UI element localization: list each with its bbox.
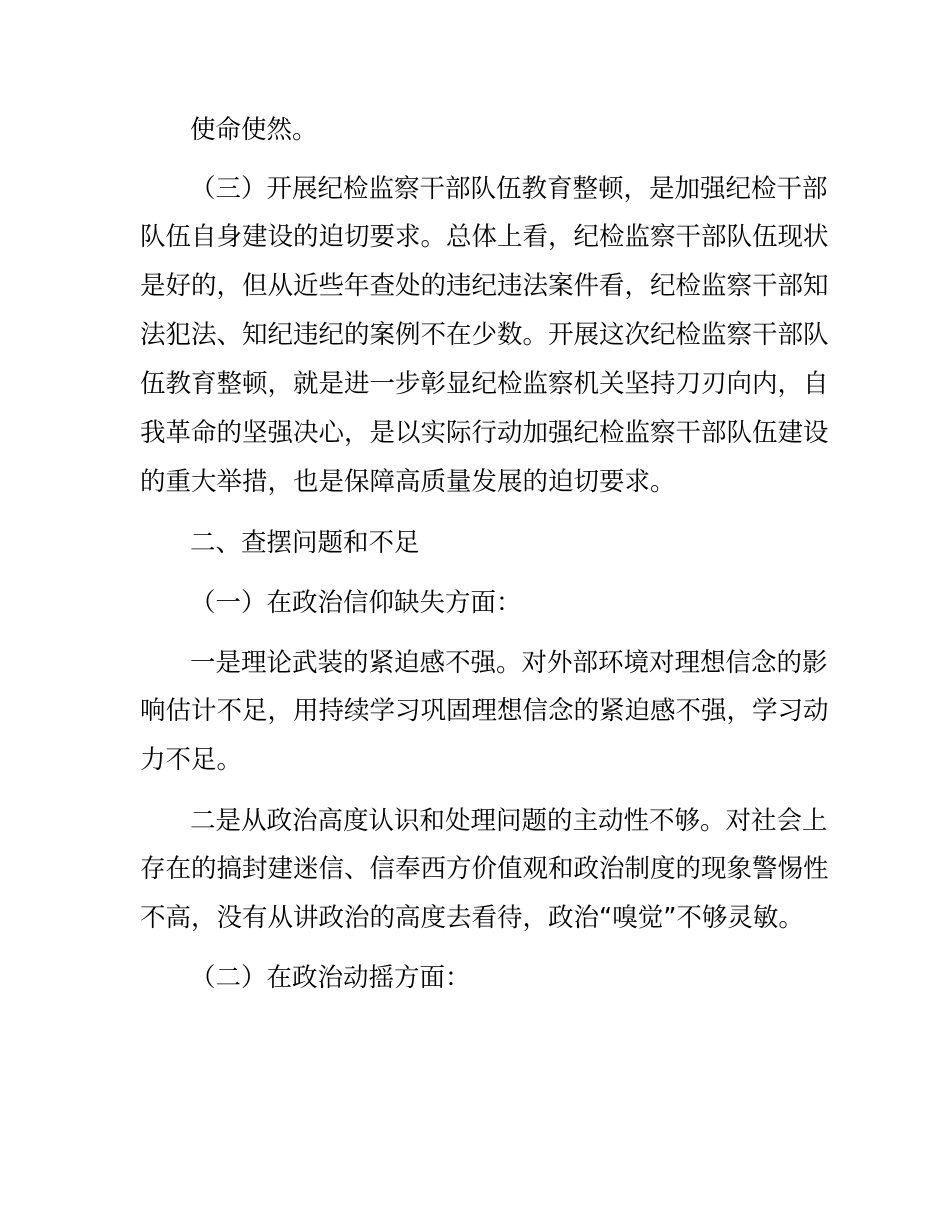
paragraph-line: 使命使然。 [190,115,318,145]
subsection-heading-2: （二）在政治动摇方面： [190,963,471,993]
subsection-heading-1: （一）在政治信仰缺失方面： [190,588,522,618]
paragraph-line: 一是理论武装的紧迫感不强。对外部环境对理想信念的影 [190,648,828,678]
paragraph-line: 存在的搞封建迷信、信奉西方价值观和政治制度的现象警惕性 [140,854,829,884]
paragraph-line: 力不足。 [140,745,243,775]
section-heading-3: （三）开展纪检监察干部队伍教育整顿，是加强纪检干部 [190,174,828,204]
section-heading-2: 二、查摆问题和不足 [190,528,420,558]
paragraph-line: 法犯法、知纪违纪的案例不在少数。开展这次纪检监察干部队 [140,320,829,350]
paragraph-line: 伍教育整顿，就是进一步彰显纪检监察机关坚持刀刃向内，自 [140,369,829,399]
paragraph-line: 二是从政治高度认识和处理问题的主动性不够。对社会上 [190,806,828,836]
paragraph-line: 我革命的坚强决心，是以实际行动加强纪检监察干部队伍建设 [140,418,829,448]
paragraph-line: 响估计不足，用持续学习巩固理想信念的紧迫感不强，学习动 [140,696,829,726]
paragraph-line: 的重大举措，也是保障高质量发展的迫切要求。 [140,467,676,497]
paragraph-line: 不高，没有从讲政治的高度去看待，政治“嗅觉”不够灵敏。 [140,903,804,933]
paragraph-line: 是好的，但从近些年查处的违纪违法案件看，纪检监察干部知 [140,271,829,301]
paragraph-line: 队伍自身建设的迫切要求。总体上看，纪检监察干部队伍现状 [140,222,829,252]
